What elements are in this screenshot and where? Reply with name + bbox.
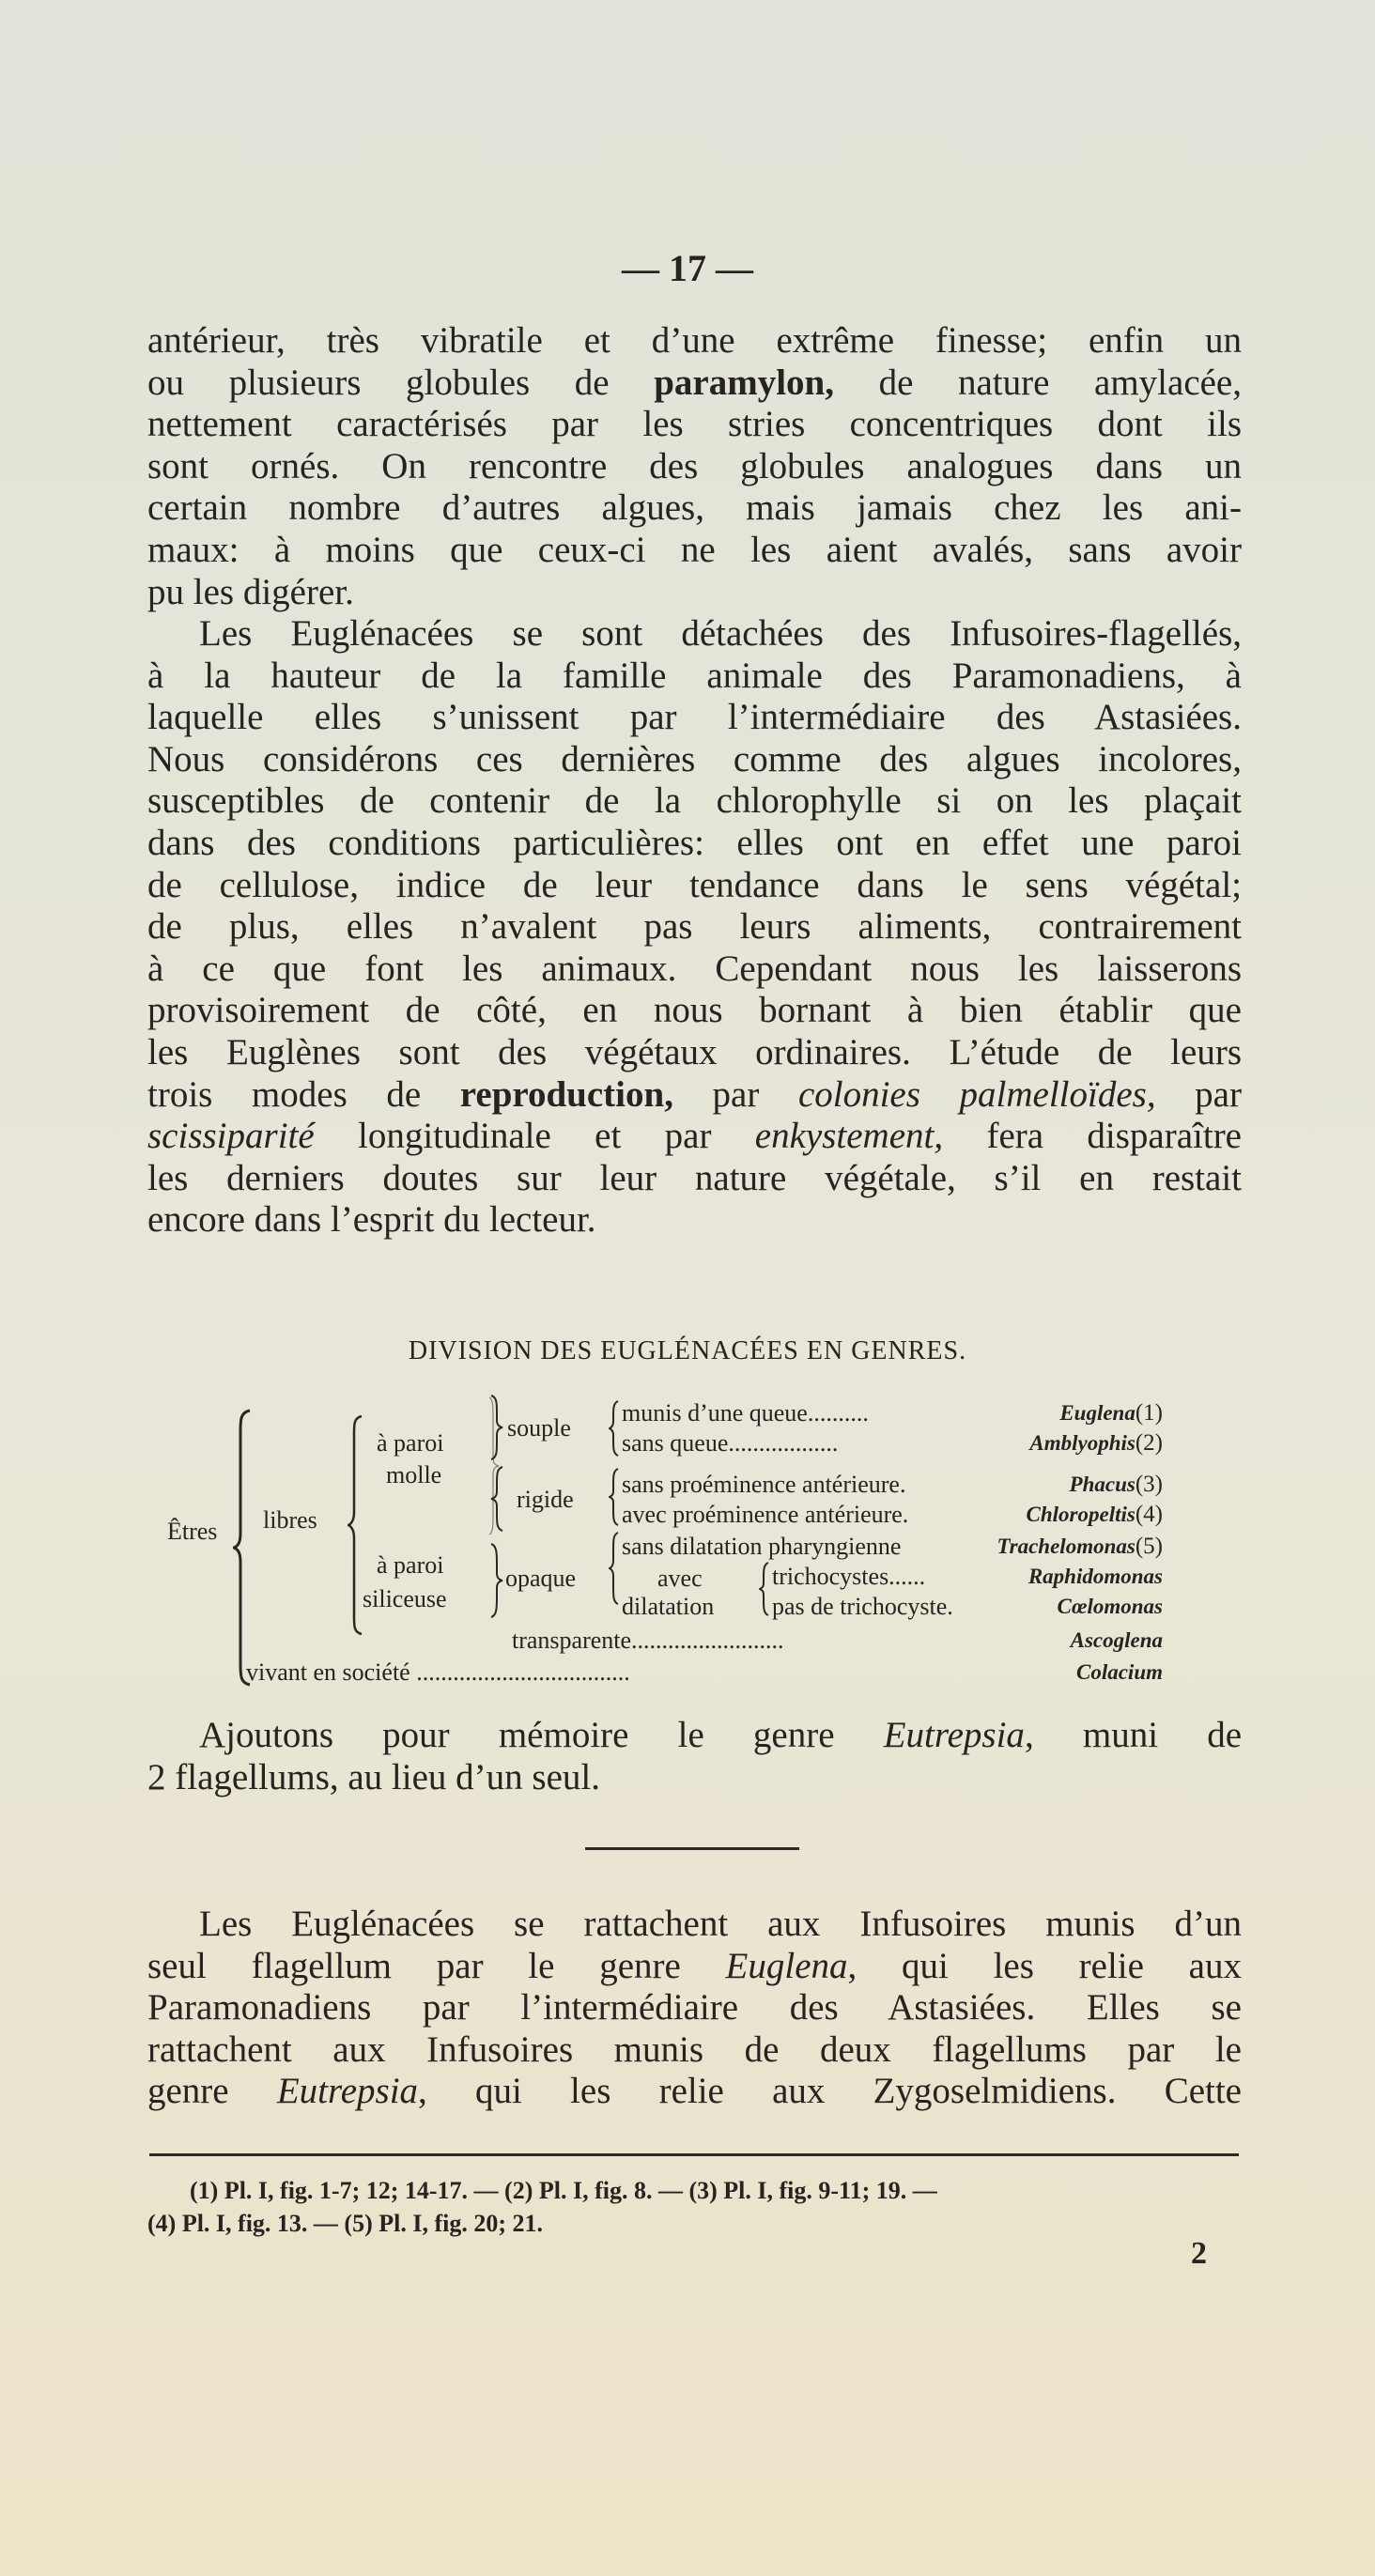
brace-etres — [233, 1409, 255, 1687]
label-opaque: opaque — [505, 1565, 577, 1592]
row-sans-proeminence: sans proéminence antérieure. — [622, 1471, 906, 1498]
row-dilatation: dilatation — [622, 1593, 715, 1620]
label-avec: avec — [657, 1565, 703, 1592]
division-title: DIVISION DES EUGLÉNACÉES EN GENRES. — [408, 1336, 967, 1365]
genus-euglena: Euglena(1) — [1059, 1400, 1163, 1426]
genus-chloropeltis: Chloropeltis(4) — [1026, 1502, 1163, 1527]
genus-trachelomonas: Trachelomonas(5) — [996, 1534, 1163, 1559]
brace-trichocystes — [759, 1561, 770, 1617]
label-a-paroi-1: à paroi — [377, 1429, 444, 1457]
row-munis-queue: munis d’une queue.......... — [622, 1399, 869, 1427]
paragraph-1: antérieur, très vibratile et d’une extrême finesse; enfin un ou plusieurs globules de paramylon, de nature amylacée, nettement caractérisés par les stries concentriques dont ils sont ornés. On rencontre des globules analogues dans un certain nombre d’autres algues, mais jamais chez les ani- maux: à moins que ceux-ci ne les aient avalés, sans avoir pu les digérer. — [147, 320, 1242, 612]
row-transparente: transparente......................... — [512, 1627, 784, 1654]
footnotes: (1) Pl. I, fig. 1-7; 12; 14-17. — (2) Pl. I, fig. 8. — (3) Pl. I, fig. 9-11; 19. — (4) Pl. I, fig. 13. — (5) Pl. I, fig. 20; 21. — [147, 2177, 937, 2237]
brace-dilatation — [609, 1531, 620, 1606]
row-trichocystes: trichocystes...... — [772, 1563, 926, 1590]
genus-phacus: Phacus(3) — [1069, 1472, 1163, 1497]
keyword-reproduction: reproduction, — [459, 1073, 673, 1115]
row-sans-queue: sans queue.................. — [622, 1429, 839, 1457]
genus-raphidomonas: Raphidomonas — [1027, 1565, 1163, 1588]
label-souple: souple — [507, 1414, 571, 1442]
keyword-paramylon: paramylon, — [654, 362, 834, 403]
paragraph-2: Les Euglénacées se sont détachées des Infusoires-flagellés, à la hauteur de la famille animale des Paramonadiens, à laquelle elles s’unissent par l’intermédiaire des Astasiées. Nous considérons ces dernières comme des algues incolores, susceptibles de contenir de la chlorophylle si on les plaçait dans des conditions particulières: elles ont en effet une paroi de cellulose, indice de leur tendance dans le sens végétal; de plus, elles n’avalent pas leurs aliments, contrairement à ce que font les animaux. Cependant nous les laisserons provisoirement de côté, en nous bornant à bien établir que les Euglènes sont des végétaux ordinaires. L’étude de leurs trois modes de reproduction, par colonies palmelloïdes, par scissiparité longitudinale et par enkystement, fera disparaître les derniers doutes sur leur nature végétale, s’il en restait encore dans l’esprit du lecteur. — [147, 613, 1242, 1241]
page-number: — 17 — — [622, 247, 753, 289]
genus-coelomonas: Cœlomonas — [1057, 1595, 1163, 1618]
section-divider — [585, 1847, 799, 1850]
paragraph-3: Ajoutons pour mémoire le genre Eutrepsia, muni de 2 flagellums, au lieu d’un seul. — [147, 1715, 1243, 1797]
genus-colacium: Colacium — [1075, 1660, 1163, 1684]
label-etres: Êtres — [167, 1518, 218, 1545]
label-rigide: rigide — [517, 1486, 574, 1513]
label-molle: molle — [386, 1461, 442, 1489]
brace-proeminence — [609, 1467, 620, 1527]
row-avec-proeminence: avec proéminence antérieure. — [622, 1501, 909, 1528]
signature-mark: 2 — [1191, 2236, 1207, 2271]
label-libres: libres — [263, 1506, 317, 1534]
paragraph-4: Les Euglénacées se rattachent aux Infusoires munis d’un seul flagellum par le genre Euglena, qui les relie aux Paramonadiens par l’intermédiaire des Astasiées. Elles se rattachent aux Infusoires munis de deux flagellums par le genre Eutrepsia, qui les relie aux Zygoselmidiens. Cette — [147, 1904, 1242, 2112]
genus-ascoglena: Ascoglena — [1070, 1628, 1163, 1652]
genus-amblyophis: Amblyophis(2) — [1029, 1430, 1163, 1456]
brace-munis-sans — [609, 1399, 620, 1458]
row-sans-dilatation: sans dilatation pharyngienne — [622, 1533, 902, 1560]
row-vivant-societe: vivant en société ................................... — [246, 1658, 630, 1686]
brace-opaque — [489, 1542, 504, 1619]
label-siliceuse: siliceuse — [363, 1585, 447, 1612]
label-a-paroi-2: à paroi — [377, 1551, 444, 1579]
footnote-rule — [149, 2153, 1239, 2156]
brace-paroi-molle — [487, 1396, 501, 1536]
row-pas-trichocyste: pas de trichocyste. — [772, 1593, 953, 1620]
